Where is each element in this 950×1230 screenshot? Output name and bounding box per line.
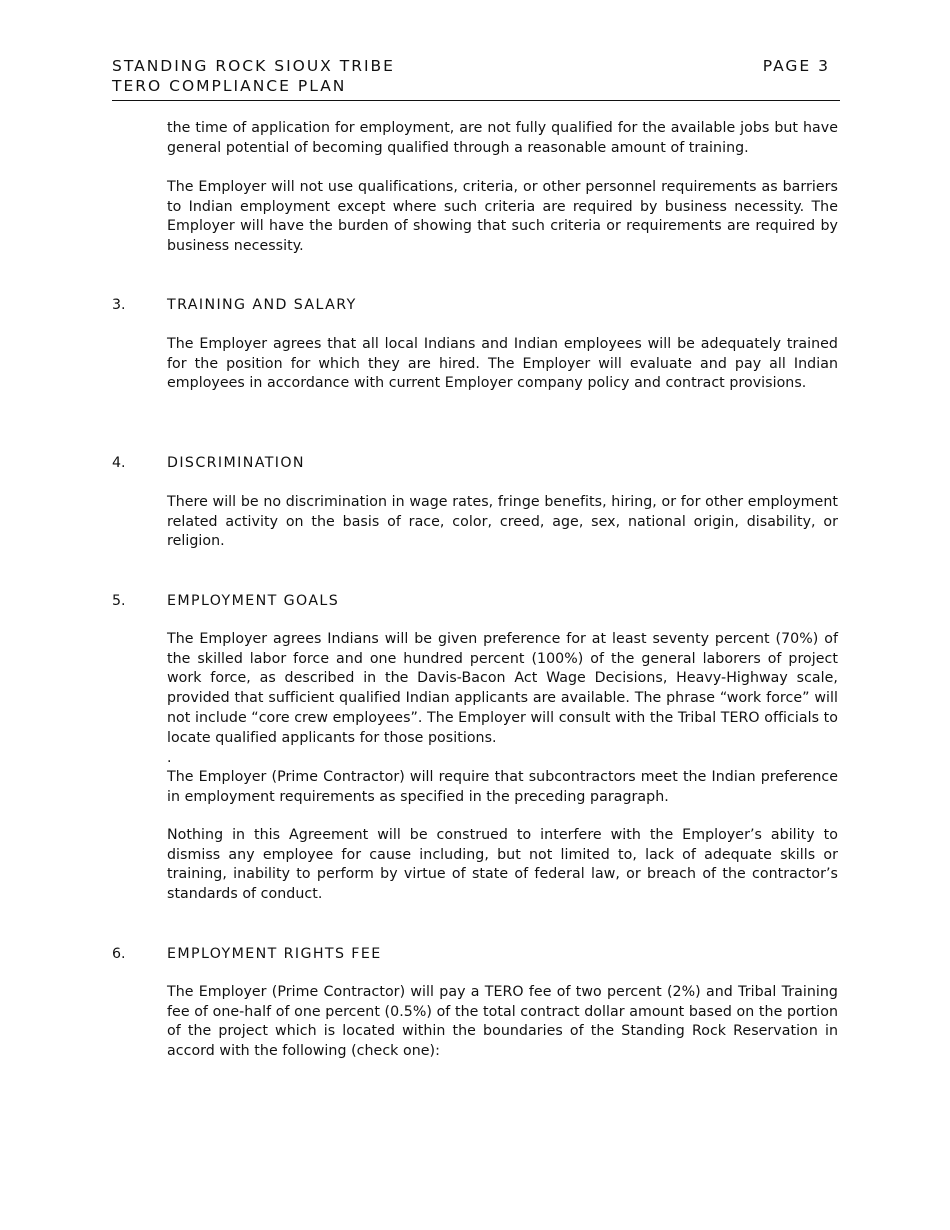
stray-period: . <box>167 750 172 766</box>
page-header <box>112 56 840 101</box>
section-5-subcontractor-paragraph: The Employer (Prime Contractor) will require that subcontractors meet the Indian preference in employment requirements as specified in the preceding paragraph. <box>167 769 838 805</box>
section-5-number: 5. <box>112 593 126 609</box>
intro-qualifications-paragraph: The Employer will not use qualifications, criteria, or other personnel requirements as barriers to Indian employment except where such criteria are required by business necessity. The Employer will have the burden of showing that such criteria or requirements are required by business necessity. <box>167 179 838 255</box>
section-5-dismissal-paragraph: Nothing in this Agreement will be construed to interfere with the Employer’s ability to dismiss any employee for cause including, but not limited to, lack of adequate skills or training, inability to perform by virtue of state of federal law, or breach of the contractor’s standards of conduct. <box>167 827 838 903</box>
section-3-number: 3. <box>112 297 126 313</box>
header-plan-title: TERO COMPLIANCE PLAN <box>112 77 347 95</box>
header-org: STANDING ROCK SIOUX TRIBE <box>112 57 395 75</box>
section-5-title: EMPLOYMENT GOALS <box>167 593 340 609</box>
section-4-number: 4. <box>112 455 126 471</box>
page-number: PAGE 3 <box>762 57 830 75</box>
section-3-title: TRAINING AND SALARY <box>167 297 357 313</box>
intro-continuation-paragraph: the time of application for employment, are not fully qualified for the available jobs but have general potential of becoming qualified through a reasonable amount of training. <box>167 120 838 156</box>
section-6-title: EMPLOYMENT RIGHTS FEE <box>167 946 382 962</box>
section-3-paragraph: The Employer agrees that all local Indians and Indian employees will be adequately trained for the position for which they are hired. The Employer will evaluate and pay all Indian employees in accordance with current Employer company policy and contract provisions. <box>167 336 838 392</box>
section-5-goals-paragraph: The Employer agrees Indians will be given preference for at least seventy percent (70%) of the skilled labor force and one hundred percent (100%) of the general laborers of project work force, as described in the Davis-Bacon Act Wage Decisions, Heavy-Highway scale, provided that sufficient qualified Indian applicants are available. The phrase “work force” will not include “core crew employees”. The Employer will consult with the Tribal TERO officials to locate qualified applicants for those positions. <box>167 631 838 746</box>
section-4-title: DISCRIMINATION <box>167 455 305 471</box>
section-6-number: 6. <box>112 946 126 962</box>
section-4-paragraph: There will be no discrimination in wage rates, fringe benefits, hiring, or for other employment related activity on the basis of race, color, creed, age, sex, national origin, disability, or religion. <box>167 494 838 550</box>
section-6-paragraph: The Employer (Prime Contractor) will pay a TERO fee of two percent (2%) and Tribal Training fee of one-half of one percent (0.5%) of the total contract dollar amount based on the portion of the project which is located within the boundaries of the Standing Rock Reservation in accord with the following (check one): <box>167 984 838 1060</box>
